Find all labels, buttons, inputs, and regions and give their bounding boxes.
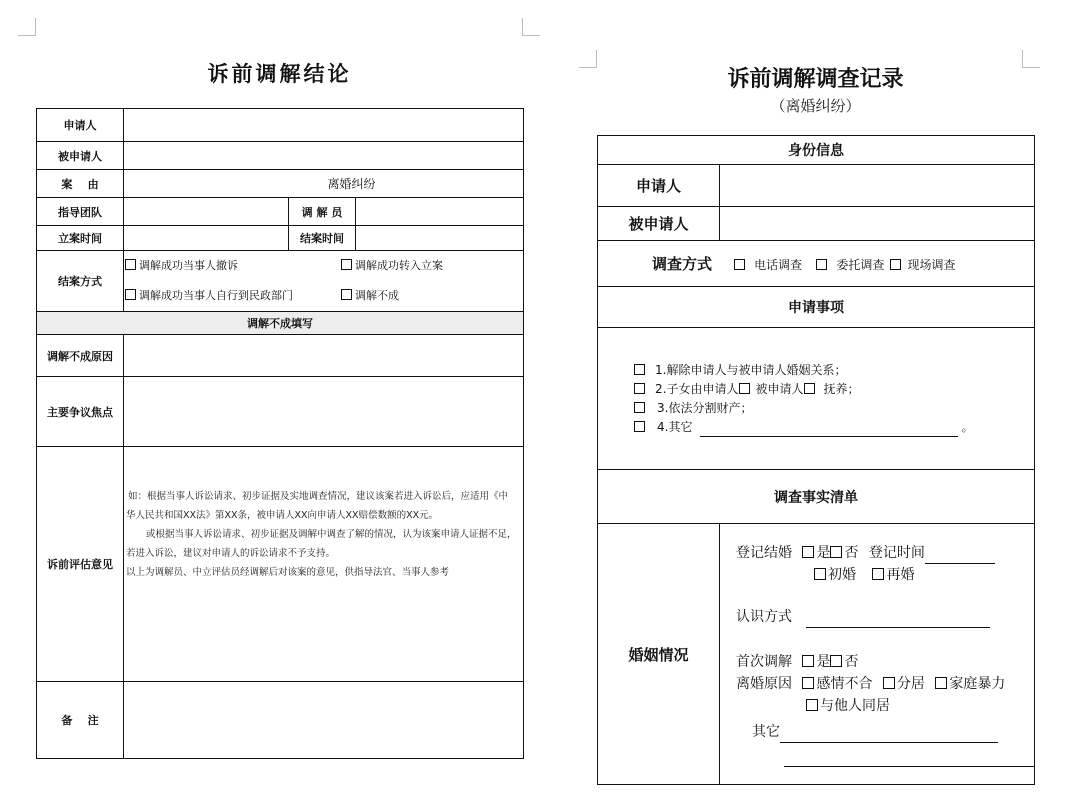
checkbox[interactable]: [814, 568, 826, 580]
request-item-3[interactable]: 3.依法分割财产；: [634, 399, 1030, 418]
guide-team-label: 指导团队: [37, 198, 124, 226]
assessment-label: 诉前评估意见: [37, 447, 124, 682]
request-item-1[interactable]: 1.解除申请人与被申请人婚姻关系；: [634, 361, 1030, 380]
checkbox[interactable]: [806, 699, 818, 711]
remarks-label: 备 注: [37, 682, 124, 759]
left-form-title: 诉前调解结论: [207, 61, 352, 86]
other-request-line[interactable]: [700, 423, 958, 437]
respondent-label: 被申请人: [598, 207, 720, 241]
identity-section-header: 身份信息: [598, 136, 1035, 165]
right-form-title: 诉前调解调查记录: [727, 66, 904, 92]
filing-time-field[interactable]: [124, 226, 289, 251]
other-row-2: [736, 745, 1030, 767]
marriage-details: [720, 524, 1035, 785]
assessment-text: [126, 487, 517, 582]
checkbox[interactable]: [634, 364, 645, 375]
other-line-2[interactable]: [784, 753, 1034, 767]
closing-time-label: 结案时间: [289, 226, 356, 251]
closing-method-label: 结案方式: [37, 251, 124, 312]
respondent-field[interactable]: [124, 142, 524, 170]
marriage-type-row: 初婚 再婚: [736, 564, 1030, 586]
checkbox[interactable]: [802, 655, 814, 667]
checkbox[interactable]: [935, 677, 947, 689]
option-entrusted-survey[interactable]: 委托调查: [816, 256, 884, 273]
option-phone-survey[interactable]: 电话调查: [734, 256, 802, 273]
first-mediation-row: 首次调解 是 否: [736, 654, 859, 670]
case-cause-label: 案 由: [37, 170, 124, 198]
checkbox[interactable]: [872, 568, 884, 580]
acquaint-line[interactable]: [806, 614, 990, 628]
request-items: [598, 328, 1035, 470]
crop-mark: [579, 50, 597, 68]
checkbox[interactable]: [816, 259, 827, 270]
closing-time-field[interactable]: [356, 226, 524, 251]
right-form-subtitle: （离婚纠纷）: [770, 97, 861, 115]
request-item-4[interactable]: 4.其它 。: [634, 418, 1030, 437]
other-row: 其它: [736, 721, 1030, 743]
checkbox[interactable]: [883, 677, 895, 689]
checkbox[interactable]: [802, 677, 814, 689]
main-dispute-label: 主要争议焦点: [37, 377, 124, 447]
registration-time-line[interactable]: [925, 550, 995, 564]
option-withdraw[interactable]: 调解成功当事人撤诉: [125, 259, 341, 273]
request-section-header: 申请事项: [598, 287, 1035, 328]
assessment-paragraph: 以上为调解员、中立评估员经调解后对该案的意见，供指导法官、当事人参考: [126, 566, 450, 578]
applicant-label: 申请人: [37, 109, 124, 142]
checkbox[interactable]: [830, 546, 842, 558]
mediator-label: 调 解 员: [289, 198, 356, 226]
checkbox[interactable]: [125, 259, 136, 270]
guide-team-field[interactable]: [124, 198, 289, 226]
filing-time-label: 立案时间: [37, 226, 124, 251]
checkbox[interactable]: [830, 655, 842, 667]
case-cause-value: 离婚纠纷: [124, 170, 524, 198]
other-line[interactable]: [780, 729, 998, 743]
respondent-field[interactable]: [720, 207, 1035, 241]
crop-mark: [18, 18, 36, 36]
mediator-field[interactable]: [356, 198, 524, 226]
option-transfer-filing[interactable]: 调解成功转入立案: [341, 259, 443, 273]
remarks-field[interactable]: [124, 682, 524, 759]
failure-reason-field[interactable]: [124, 335, 524, 377]
checkbox[interactable]: [739, 383, 750, 394]
checkbox[interactable]: [634, 421, 645, 432]
checkbox[interactable]: [341, 259, 352, 270]
checkbox[interactable]: [341, 289, 352, 300]
assessment-paragraph: 如：根据当事人诉讼请求、初步证据及实地调查情况，建议该案若进入诉讼后，应适用《中华人民共和国XX法》第XX条，被申请人XX向申请人XX赔偿数额的XX元。: [126, 490, 509, 521]
marriage-label: 婚姻情况: [598, 524, 720, 785]
main-dispute-field[interactable]: [124, 377, 524, 447]
option-civil-affairs[interactable]: 调解成功当事人自行到民政部门: [125, 289, 341, 303]
applicant-label: 申请人: [598, 165, 720, 207]
checkbox[interactable]: [634, 383, 645, 394]
option-failed[interactable]: 调解不成: [341, 289, 399, 303]
checkbox[interactable]: [125, 289, 136, 300]
checkbox[interactable]: [734, 259, 745, 270]
checkbox[interactable]: [890, 259, 901, 270]
registered-row: 登记结婚 是 否 登记时间: [736, 542, 1030, 564]
failure-reason-label: 调解不成原因: [37, 335, 124, 377]
checkbox[interactable]: [804, 383, 815, 394]
survey-method-label: 调查方式: [652, 255, 713, 273]
request-item-2[interactable]: 2.子女由申请人 被申请人 抚养；: [634, 380, 1030, 399]
checkbox[interactable]: [634, 402, 645, 413]
divorce-reason-row: 离婚原因 感情不合 分居 家庭暴力: [736, 676, 1006, 692]
investigation-record-table: [597, 135, 1035, 785]
applicant-field[interactable]: [124, 109, 524, 142]
closing-method-options: [124, 251, 524, 312]
assessment-paragraph: 或根据当事人诉讼请求、初步证据及调解中调查了解的情况，认为该案申请人证据不足，若进入诉讼，建议对申请人的诉讼请求不予支持。: [126, 528, 517, 559]
crop-mark: [522, 18, 540, 36]
applicant-field[interactable]: [720, 165, 1035, 207]
facts-section-header: 调查事实清单: [598, 470, 1035, 524]
option-onsite-survey[interactable]: 现场调查: [890, 256, 955, 273]
failed-section-header: 调解不成填写: [37, 312, 524, 335]
acquaint-row: 认识方式: [736, 606, 1030, 628]
assessment-field[interactable]: [124, 447, 524, 682]
respondent-label: 被申请人: [37, 142, 124, 170]
divorce-reason-row-2: 与他人同居: [736, 695, 1030, 717]
checkbox[interactable]: [802, 546, 814, 558]
survey-method-row: [598, 241, 1035, 287]
mediation-conclusion-table: [36, 108, 524, 759]
